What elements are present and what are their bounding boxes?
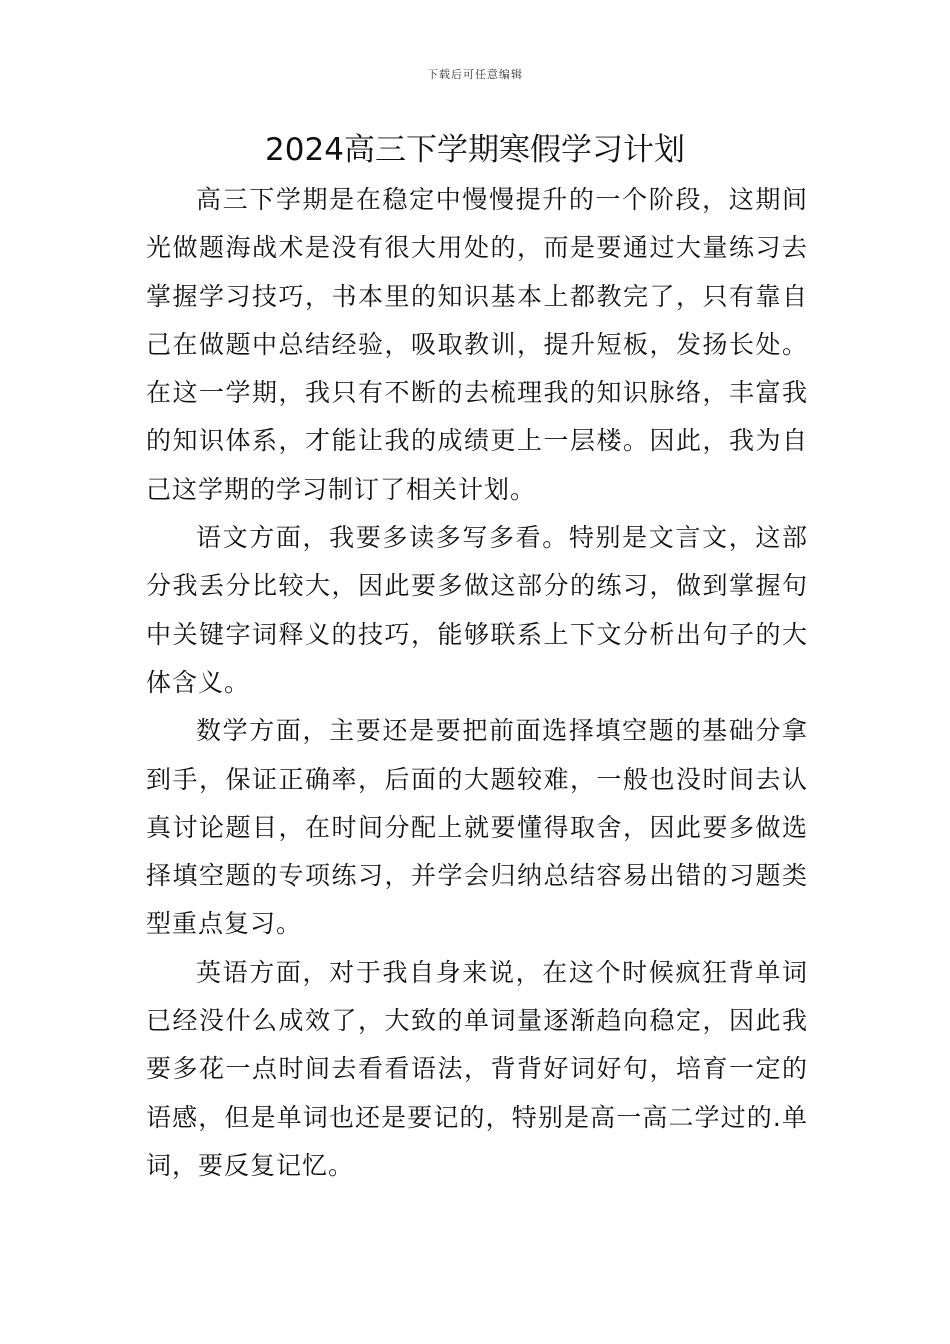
paragraph-english: 英语方面，对于我自身来说，在这个时候疯狂背单词已经没什么成效了，大致的单词量逐渐趋向稳定，因此我要多花一点时间去看看语法，背背好词好句，培育一定的语感，但是单词也还是要记的，特别是高一高二学过的.单词，要反复记忆。	[146, 957, 808, 1180]
paragraph-chinese: 语文方面，我要多读多写多看。特别是文言文，这部分我丢分比较大，因此要多做这部分的练习，做到掌握句中关键字词释义的技巧，能够联系上下文分析出句子的大体含义。	[146, 523, 808, 697]
document-title: 2024高三下学期寒假学习计划	[265, 132, 685, 168]
paragraph-intro: 高三下学期是在稳定中慢慢提升的一个阶段，这期间光做题海战术是没有很大用处的，而是要通过大量练习去掌握学习技巧，书本里的知识基本上都教完了，只有靠自己在做题中总结经验，吸取教训，提升短板，发扬长处。在这一学期，我只有不断的去梳理我的知识脉络，丰富我的知识体系，才能让我的成绩更上一层楼。因此，我为自己这学期的学习制订了相关计划。	[146, 185, 808, 504]
document-body	[146, 176, 808, 1190]
header-note: 下载后可任意编辑	[427, 68, 523, 81]
paragraph-math: 数学方面，主要还是要把前面选择填空题的基础分拿到手，保证正确率，后面的大题较难，一般也没时间去认真讨论题目，在时间分配上就要懂得取舍，因此要多做选择填空题的专项练习，并学会归纳总结容易出错的习题类型重点复习。	[146, 716, 808, 939]
